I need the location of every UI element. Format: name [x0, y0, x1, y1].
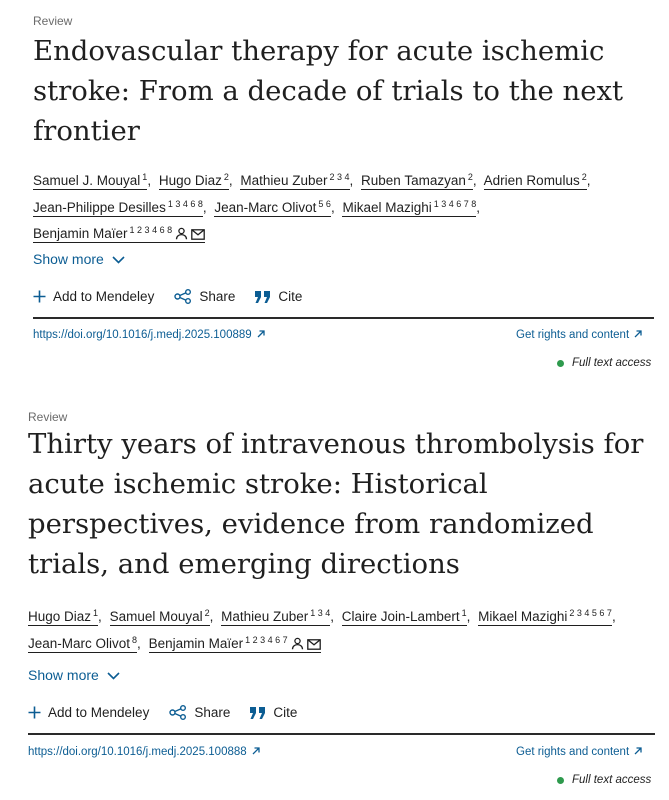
add-to-mendeley-button[interactable] — [28, 705, 149, 720]
doi-text: https://doi.org/10.1016/j.medj.2025.100889 — [33, 329, 252, 341]
author-name: Benjamin Maïer — [33, 226, 128, 241]
affiliation-marker: 1 — [93, 608, 99, 618]
share-label: Share — [199, 289, 236, 304]
author-name: Hugo Diaz — [158, 173, 222, 188]
share-button[interactable] — [174, 289, 235, 304]
author-separator: , — [611, 609, 616, 624]
author-separator: , — [330, 199, 335, 215]
rights-text: Get rights and content — [516, 746, 630, 758]
plus-icon — [33, 290, 46, 303]
author-link[interactable] — [240, 173, 349, 190]
author-name: Mikael Mazighi — [342, 199, 432, 215]
article-type: Review — [33, 14, 73, 28]
access-status — [557, 774, 651, 786]
author-name: Samuel J. Mouyal — [33, 173, 141, 188]
affiliation-marker: 2 — [204, 608, 210, 618]
divider — [33, 317, 654, 319]
add-to-mendeley-button[interactable] — [33, 289, 154, 304]
external-link-icon — [257, 329, 265, 341]
show-more-label: Show more — [28, 667, 99, 683]
affiliation-marker: 8 — [132, 634, 138, 645]
doi-link[interactable] — [28, 746, 260, 758]
author-link[interactable] — [342, 200, 476, 217]
author-name: Hugo Diaz — [28, 609, 92, 624]
cite-button[interactable] — [255, 289, 302, 304]
author-separator: , — [98, 609, 102, 624]
affiliation-marker: 1 3 4 — [310, 608, 331, 618]
external-link-icon — [634, 329, 642, 341]
rights-text: Get rights and content — [516, 329, 630, 341]
doi-link[interactable] — [33, 329, 265, 341]
show-more-button[interactable] — [33, 251, 125, 267]
chevron-down-icon — [112, 251, 125, 267]
doi-text: https://doi.org/10.1016/j.medj.2025.100888 — [28, 746, 247, 758]
author-separator: , — [586, 173, 591, 188]
author-separator: , — [330, 609, 335, 624]
article-title[interactable]: Endovascular therapy for acute ischemic stroke: From a decade of trials to the next frontier — [33, 35, 624, 147]
share-icon — [174, 289, 192, 304]
chevron-down-icon — [107, 667, 120, 683]
rights-link[interactable] — [516, 329, 642, 341]
author-link[interactable] — [33, 173, 147, 190]
author-name: Claire Join-Lambert — [341, 609, 460, 624]
author-name: Benjamin Maïer — [148, 635, 244, 651]
email-icon — [307, 634, 321, 658]
author-separator: , — [472, 173, 477, 188]
access-label: Full text access — [572, 357, 652, 369]
author-name: Jean-Marc Olivot — [28, 635, 131, 651]
email-icon — [191, 224, 205, 248]
article-type: Review — [28, 410, 68, 424]
cite-label: Cite — [273, 705, 298, 720]
author-separator: , — [466, 609, 471, 624]
person-icon — [291, 634, 304, 658]
article-title[interactable]: Thirty years of intravenous thrombolysis for acute ischemic stroke: Historical perspectives, evidence from randomized trials, and emerging directions — [28, 428, 644, 580]
author-list — [28, 602, 658, 657]
divider — [28, 733, 655, 735]
affiliation-marker: 2 — [581, 172, 587, 182]
affiliation-marker: 1 — [461, 608, 467, 618]
share-icon — [169, 705, 187, 720]
author-name: Adrien Romulus — [483, 173, 580, 188]
affiliation-marker: 2 3 4 — [329, 172, 350, 182]
affiliation-marker: 1 2 3 4 6 7 — [245, 634, 288, 645]
author-name: Jean-Philippe Desilles — [33, 199, 166, 215]
author-link[interactable] — [28, 609, 98, 626]
cite-button[interactable] — [250, 705, 297, 720]
author-name: Mathieu Zuber — [221, 609, 309, 624]
access-label: Full text access — [572, 774, 652, 786]
author-link[interactable] — [33, 226, 205, 243]
author-link[interactable] — [221, 609, 330, 626]
cite-label: Cite — [278, 289, 303, 304]
affiliation-marker: 2 — [223, 172, 229, 182]
author-link[interactable] — [159, 173, 229, 190]
plus-icon — [28, 706, 41, 719]
access-status — [557, 357, 651, 369]
add-to-mendeley-label: Add to Mendeley — [48, 705, 150, 720]
status-dot — [557, 360, 564, 367]
affiliation-marker: 1 3 4 6 8 — [167, 198, 203, 209]
author-link[interactable] — [110, 609, 210, 626]
rights-link[interactable] — [516, 746, 642, 758]
external-link-icon — [252, 746, 260, 758]
status-dot — [557, 777, 564, 784]
author-link[interactable] — [342, 609, 467, 626]
author-link[interactable] — [214, 200, 331, 217]
article-toolbar — [28, 705, 317, 720]
person-icon — [175, 224, 188, 248]
share-button[interactable] — [169, 705, 230, 720]
author-name: Ruben Tamazyan — [361, 173, 466, 188]
affiliation-marker: 5 6 — [318, 198, 331, 209]
author-separator: , — [137, 635, 141, 651]
author-separator: , — [349, 173, 354, 188]
external-link-icon — [634, 746, 642, 758]
author-link[interactable] — [478, 609, 612, 626]
share-label: Share — [194, 705, 231, 720]
author-separator: , — [476, 199, 481, 215]
author-separator: , — [147, 173, 152, 188]
author-name: Mathieu Zuber — [240, 173, 328, 188]
author-link[interactable] — [33, 200, 203, 217]
author-name: Jean-Marc Olivot — [214, 199, 317, 215]
author-link[interactable] — [149, 636, 321, 653]
author-list — [33, 166, 643, 248]
show-more-button[interactable] — [28, 667, 120, 683]
author-separator: , — [228, 173, 233, 188]
author-separator: , — [209, 609, 214, 624]
author-link[interactable] — [484, 173, 587, 190]
affiliation-marker: 1 — [142, 172, 148, 182]
author-name: Mikael Mazighi — [478, 609, 568, 624]
quote-icon — [250, 707, 266, 719]
show-more-label: Show more — [33, 251, 104, 267]
author-separator: , — [202, 199, 207, 215]
author-name: Samuel Mouyal — [109, 609, 203, 624]
add-to-mendeley-label: Add to Mendeley — [53, 289, 155, 304]
affiliation-marker: 1 3 4 6 7 8 — [433, 198, 477, 209]
author-link[interactable] — [361, 173, 473, 190]
affiliation-marker: 2 — [467, 172, 473, 182]
affiliation-marker: 1 2 3 4 6 8 — [129, 225, 173, 235]
author-link[interactable] — [28, 636, 137, 653]
quote-icon — [255, 291, 271, 303]
article-toolbar — [33, 289, 322, 304]
affiliation-marker: 2 3 4 5 6 7 — [569, 608, 612, 618]
